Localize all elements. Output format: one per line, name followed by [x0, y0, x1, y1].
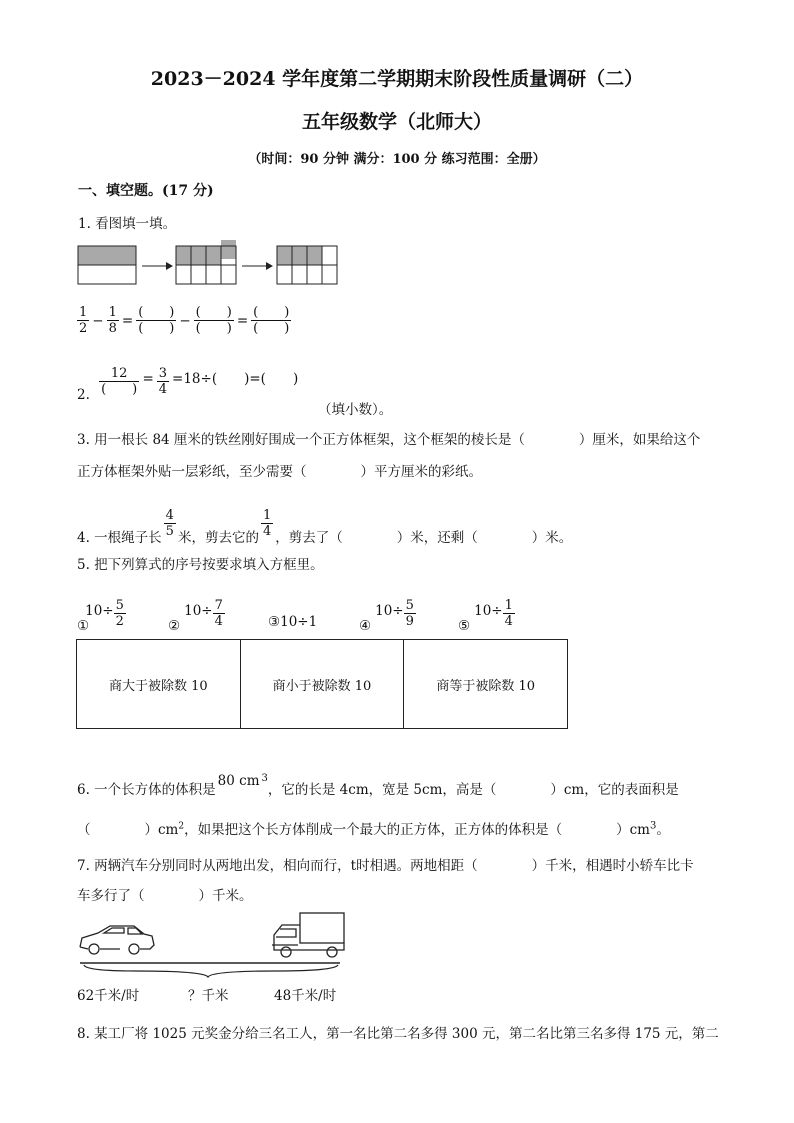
- diagram-shaded-top: [176, 246, 221, 265]
- question-5-item-1: ① 10÷ $\frac{5}{2}$: [77, 597, 124, 634]
- classification-table: [76, 639, 568, 729]
- box-equal[interactable]: 商等于被除数 10: [436, 678, 536, 694]
- answer-fraction-2[interactable]: $\frac{( )}{( )}$: [195, 305, 232, 336]
- question-5-item-4: ④ 10÷ $\frac{5}{9}$: [359, 597, 414, 634]
- fraction-half: $\frac{1}{2}$: [79, 305, 88, 336]
- question-2: 2. $\frac{12}{( )}$ = $\frac{3}{4}$ =18÷( )=( ): [77, 366, 299, 403]
- question-2-blanks[interactable]: =18÷( )=( ): [172, 371, 299, 387]
- diagram-cut-piece: [221, 240, 236, 259]
- question-4: 4. 一根绳子长 $\frac{4}{5}$ 米，剪去它的 $\frac{1}{4}$ ，剪去了（ ）米，还剩（ ）米。: [77, 507, 573, 546]
- exam-title: 2023－2024 学年度第二学期期末阶段性质量调研（二）: [150, 68, 644, 90]
- fraction-eighth: $\frac{1}{8}$: [108, 305, 117, 336]
- exam-info: （时间：90 分钟 满分：100 分 练习范围：全册）: [248, 152, 546, 167]
- car-icon: [80, 926, 154, 954]
- exam-subtitle: 五年级数学（北师大）: [301, 111, 492, 133]
- question-2-fraction-blank[interactable]: $\frac{12}{( )}$: [99, 366, 140, 397]
- question-7-line-1: 7. 两辆汽车分别同时从两地出发，相向而行，t时相遇。两地相距（ ）千米，相遇时小轿车比卡: [77, 858, 694, 874]
- fraction-three-quarters: $\frac{3}{4}$: [158, 366, 168, 397]
- box-less[interactable]: 商小于被除数 10: [241, 640, 405, 728]
- question-5-item-3: ③ 10÷1: [268, 614, 318, 630]
- label-car-speed: 62千米/时: [77, 988, 140, 1004]
- arrow-2-head: [266, 262, 273, 270]
- question-3-line-1: 3. 用一根长 84 厘米的铁丝刚好围成一个正方体框架，这个框架的棱长是（ ）厘米，如果给这个: [77, 432, 701, 448]
- question-8-line-1: 8. 某工厂将 1025 元奖金分给三名工人，第一名比第二名多得 300 元，第二名比第三名多得 175 元，第二: [77, 1026, 719, 1042]
- label-distance: ？千米: [188, 988, 229, 1004]
- answer-fraction-3[interactable]: $\frac{( )}{( )}$: [253, 305, 290, 336]
- question-1-text: 1. 看图填一填。: [78, 216, 177, 232]
- label-truck-speed: 48千米/时: [274, 988, 337, 1004]
- question-5-text: 5. 把下列算式的序号按要求填入方框里。: [77, 557, 324, 573]
- question-1-equation: $\frac{1}{2}$ − $\frac{1}{8}$ = $\frac{( )}{( )}$ − $\frac{( )}{( )}$ = $\frac{( )}{( )}$: [79, 305, 290, 336]
- section-heading: 一、填空题。(17 分): [78, 183, 214, 199]
- question-7-line-2: 车多行了（ ）千米。: [77, 888, 253, 904]
- question-6-line-1: 6. 一个长方体的体积是80 cm $^3$，它的长是 4cm，宽是 5cm，高是（ ）cm，它的表面积是: [77, 772, 679, 798]
- box-greater[interactable]: 商大于被除数 10: [77, 640, 241, 728]
- distance-brace: [84, 965, 338, 977]
- fraction-diagram: [76, 240, 346, 292]
- question-2-note: （填小数）。: [318, 402, 393, 418]
- question-6-line-2: （ ）$cm^2$，如果把这个长方体削成一个最大的正方体，正方体的体积是（ ）$cm^3$。: [77, 820, 670, 838]
- cars-diagram: [76, 905, 356, 985]
- question-3-line-2: 正方体框架外贴一层彩纸，至少需要（ ）平方厘米的彩纸。: [77, 464, 482, 480]
- truck-icon: [272, 913, 344, 957]
- fraction-four-fifths: $\frac{4}{5}$: [165, 507, 174, 539]
- question-5-item-2: ② 10÷ $\frac{7}{4}$: [168, 597, 223, 634]
- diagram-shaded-half: [78, 246, 136, 265]
- fraction-one-quarter: $\frac{1}{4}$: [262, 507, 272, 539]
- question-5-item-5: ⑤ 10÷ $\frac{1}{4}$: [458, 597, 513, 634]
- arrow-1-head: [166, 262, 173, 270]
- answer-fraction-1[interactable]: $\frac{( )}{( )}$: [138, 305, 175, 336]
